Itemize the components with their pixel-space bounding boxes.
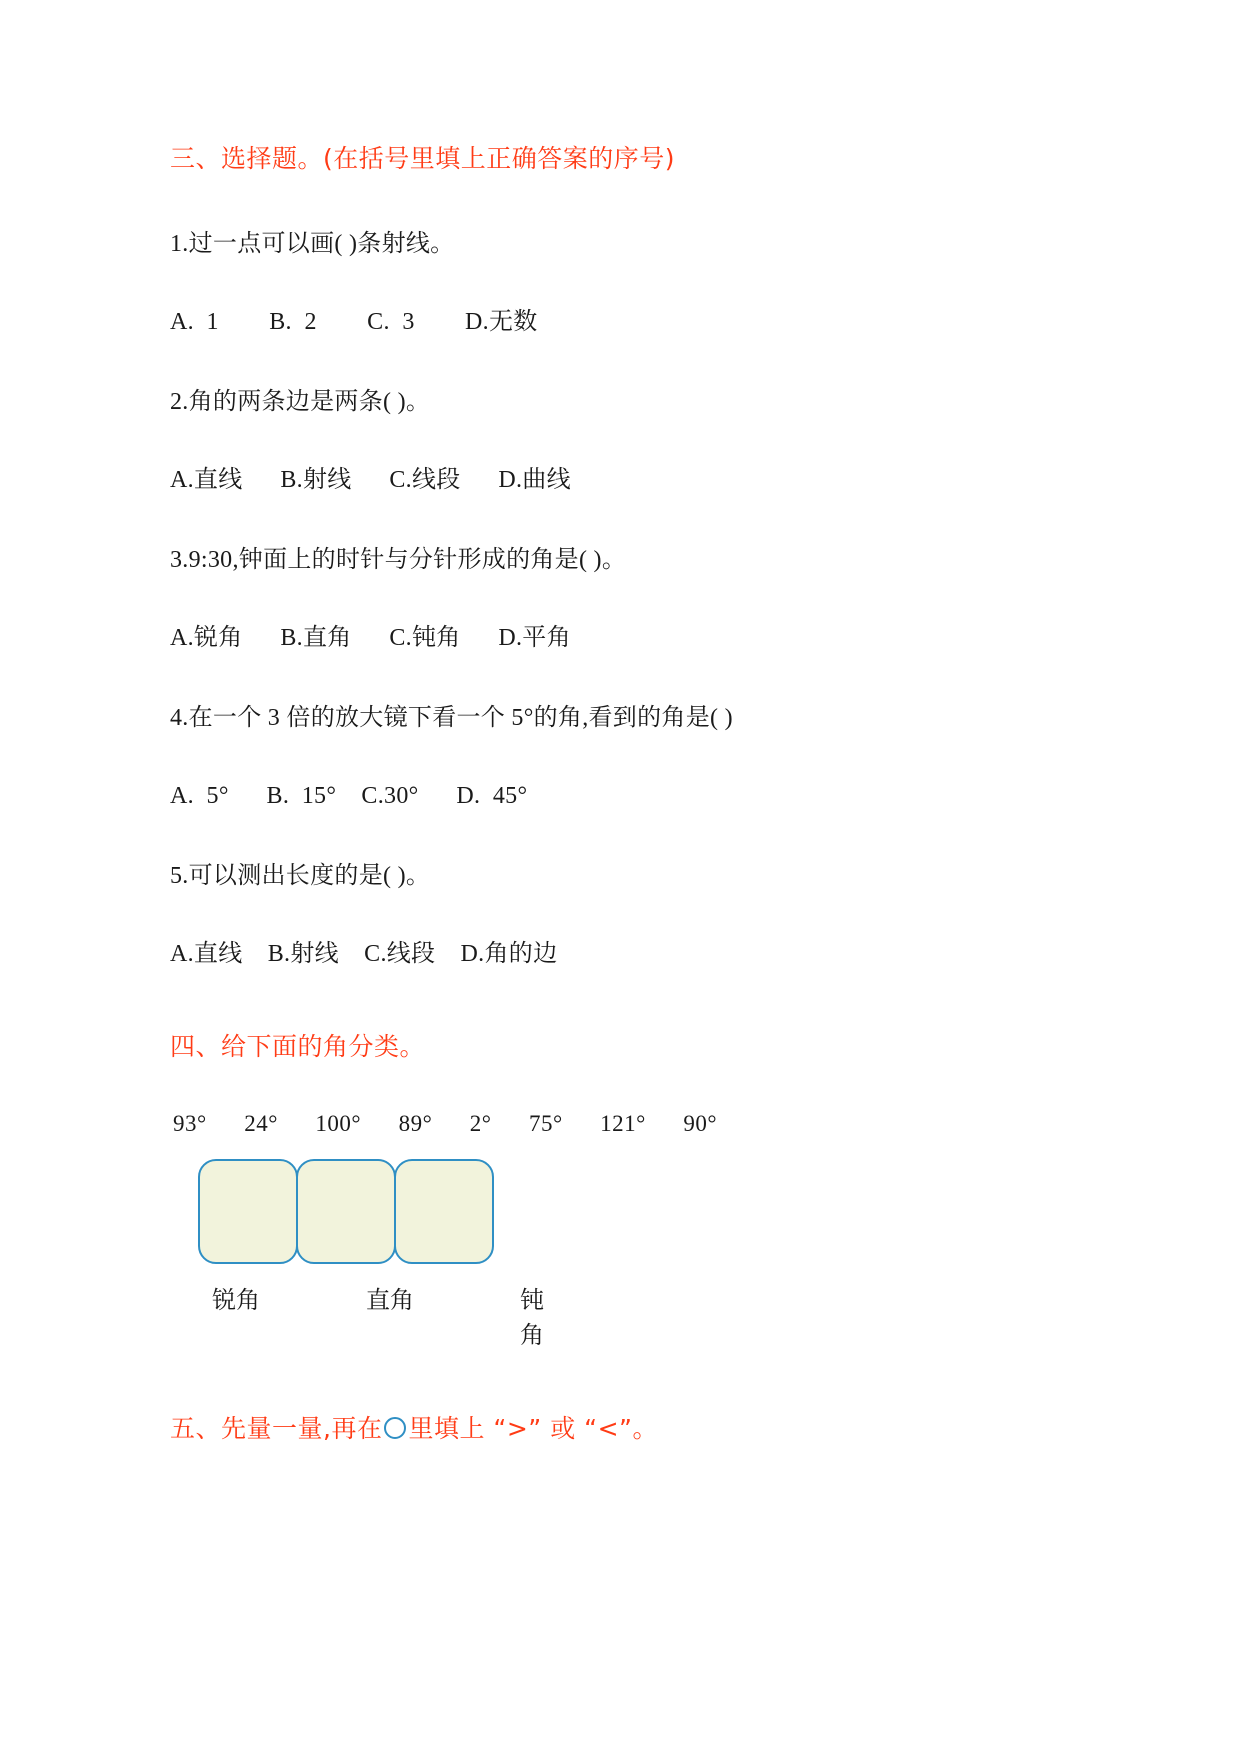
classification-box-acute[interactable] (198, 1159, 298, 1264)
question-options-2: A.直线 B.射线 C.线段 D.曲线 (170, 466, 571, 493)
question-options-5: A.直线 B.射线 C.线段 D.角的边 (170, 940, 558, 967)
question-stem-2: 2.角的两条边是两条( )。 (170, 388, 431, 415)
angle-values-list: 93° 24° 100° 89° 2° 75° 121° 90° (173, 1111, 718, 1136)
question-stem-3: 3.9:30,钟面上的时针与分针形成的角是( )。 (170, 546, 627, 573)
classification-boxes (198, 1159, 1090, 1264)
label-acute: 锐角 (212, 1288, 260, 1314)
section-heading-3: 三、选择题。(在括号里填上正确答案的序号) (170, 144, 676, 173)
question-stem-4: 4.在一个 3 倍的放大镜下看一个 5°的角,看到的角是( ) (170, 704, 733, 731)
question-stem-5: 5.可以测出长度的是( )。 (170, 862, 431, 889)
section-heading-5-after: 里填上 “>” 或 “<”。 (408, 1414, 658, 1443)
question-options-1: A. 1 B. 2 C. 3 D.无数 (170, 308, 538, 335)
question-stem-1: 1.过一点可以画( )条射线。 (170, 230, 455, 257)
classification-labels (198, 1280, 544, 1349)
worksheet-content (170, 140, 1090, 1448)
circle-icon (384, 1417, 406, 1439)
label-obtuse: 钝角 (520, 1288, 544, 1349)
label-right: 直角 (366, 1288, 414, 1314)
classification-box-obtuse[interactable] (394, 1159, 494, 1264)
question-options-4: A. 5° B. 15° C.30° D. 45° (170, 782, 528, 809)
section-heading-4: 四、给下面的角分类。 (170, 1031, 426, 1061)
question-options-3: A.锐角 B.直角 C.钝角 D.平角 (170, 624, 571, 651)
section-heading-5-before: 五、先量一量,再在 (170, 1414, 383, 1443)
classification-box-right[interactable] (296, 1159, 396, 1264)
section-heading-5 (170, 1410, 1090, 1448)
